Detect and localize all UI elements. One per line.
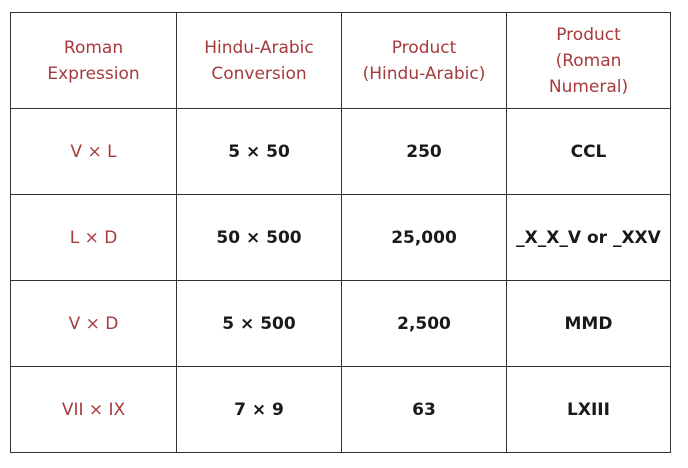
cell-product-roman: CCL — [507, 109, 671, 195]
header-hindu-arabic-conversion: Hindu-Arabic Conversion — [177, 13, 342, 109]
cell-product-arabic: 250 — [342, 109, 507, 195]
cell-roman-expression: VII × IX — [11, 367, 177, 453]
header-product-roman-numeral: Product (Roman Numeral) — [507, 13, 671, 109]
header-row — [11, 13, 671, 109]
cell-product-arabic: 2,500 — [342, 281, 507, 367]
cell-roman-expression: V × D — [11, 281, 177, 367]
header-product-hindu-arabic: Product (Hindu-Arabic) — [342, 13, 507, 109]
header-roman-expression: Roman Expression — [11, 13, 177, 109]
table-row — [11, 109, 671, 195]
cell-product-arabic: 63 — [342, 367, 507, 453]
cell-product-roman: MMD — [507, 281, 671, 367]
cell-roman-expression: V × L — [11, 109, 177, 195]
cell-product-roman: LXIII — [507, 367, 671, 453]
cell-conversion: 50 × 500 — [177, 195, 342, 281]
cell-conversion: 5 × 50 — [177, 109, 342, 195]
multiplication-table — [10, 12, 671, 453]
table-row — [11, 367, 671, 453]
cell-conversion: 7 × 9 — [177, 367, 342, 453]
table-row — [11, 281, 671, 367]
cell-product-arabic: 25,000 — [342, 195, 507, 281]
cell-product-roman: _X_X_V or _XXV — [507, 195, 671, 281]
cell-roman-expression: L × D — [11, 195, 177, 281]
table-row — [11, 195, 671, 281]
cell-conversion: 5 × 500 — [177, 281, 342, 367]
